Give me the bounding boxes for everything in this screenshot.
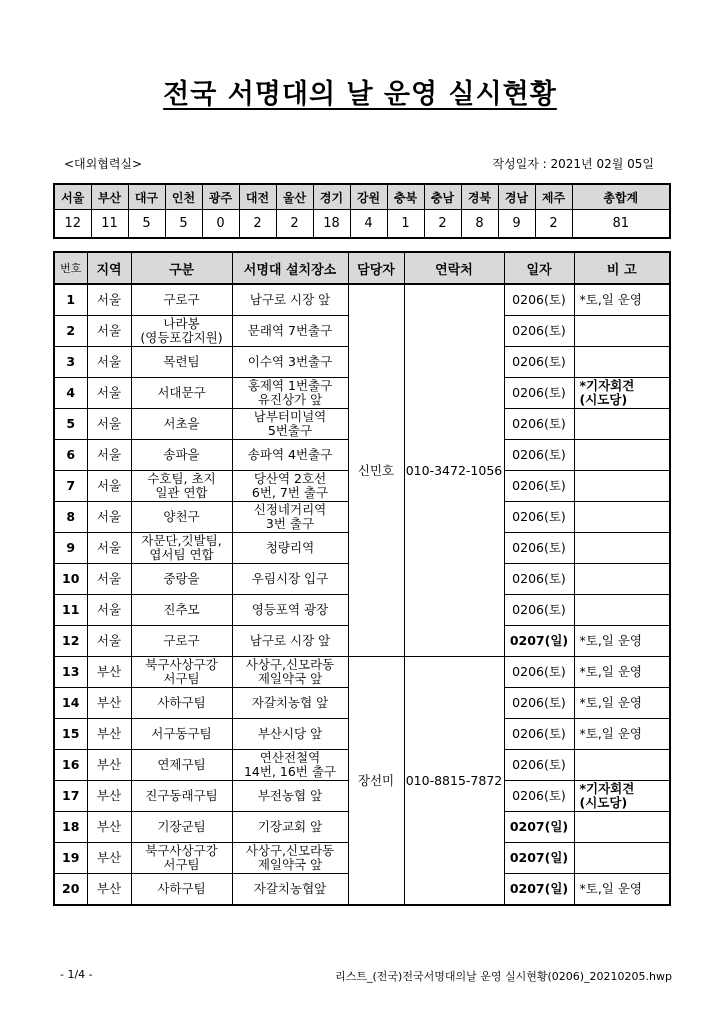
summary-header-row xyxy=(54,184,670,210)
row-location: 문래역 7번출구 xyxy=(232,316,348,347)
row-location: 우림시장 입구 xyxy=(232,564,348,595)
row-category: 사하구팀 xyxy=(131,874,232,906)
row-location: 자갈치농협앞 xyxy=(232,874,348,906)
row-region: 부산 xyxy=(87,812,131,843)
row-region: 부산 xyxy=(87,688,131,719)
summary-region-count: 2 xyxy=(535,210,572,239)
summary-region-header: 경북 xyxy=(461,184,498,210)
row-number: 4 xyxy=(54,378,87,409)
row-note: *토,일 운영 xyxy=(574,874,670,906)
row-region: 서울 xyxy=(87,440,131,471)
region-summary-table xyxy=(53,183,671,239)
row-category: 목련팀 xyxy=(131,347,232,378)
table-header-row xyxy=(54,252,670,284)
row-location: 남구로 시장 앞 xyxy=(232,626,348,657)
column-header: 번호 xyxy=(54,252,87,284)
row-note xyxy=(574,533,670,564)
row-category: 연제구팀 xyxy=(131,750,232,781)
summary-region-header: 광주 xyxy=(202,184,239,210)
summary-region-header: 강원 xyxy=(350,184,387,210)
summary-region-count: 12 xyxy=(54,210,91,239)
row-location: 연산전철역 14번, 16번 출구 xyxy=(232,750,348,781)
summary-region-header: 경남 xyxy=(498,184,535,210)
summary-region-header: 경기 xyxy=(313,184,350,210)
row-region: 부산 xyxy=(87,719,131,750)
row-date: 0206(토) xyxy=(504,688,574,719)
row-location: 당산역 2호선 6번, 7번 출구 xyxy=(232,471,348,502)
summary-region-count: 1 xyxy=(387,210,424,239)
row-region: 서울 xyxy=(87,533,131,564)
row-date: 0207(일) xyxy=(504,812,574,843)
summary-region-header: 대구 xyxy=(128,184,165,210)
row-region: 부산 xyxy=(87,781,131,812)
row-note: *기자회견 (시도당) xyxy=(574,378,670,409)
row-location: 홍제역 1번출구 유진상가 앞 xyxy=(232,378,348,409)
row-note xyxy=(574,750,670,781)
row-number: 3 xyxy=(54,347,87,378)
row-date: 0207(일) xyxy=(504,626,574,657)
summary-region-header: 충북 xyxy=(387,184,424,210)
column-header: 연락처 xyxy=(404,252,504,284)
document-title: 전국 서명대의 날 운영 실시현황 xyxy=(163,79,557,110)
document-title-wrapper xyxy=(0,72,720,111)
row-number: 9 xyxy=(54,533,87,564)
row-number: 12 xyxy=(54,626,87,657)
row-date: 0206(토) xyxy=(504,533,574,564)
row-date: 0206(토) xyxy=(504,440,574,471)
row-note: *기자회견 (시도당) xyxy=(574,781,670,812)
summary-region-header: 서울 xyxy=(54,184,91,210)
row-date: 0207(일) xyxy=(504,874,574,906)
row-note xyxy=(574,502,670,533)
row-number: 20 xyxy=(54,874,87,906)
row-category: 나라봉 (영등포갑지원) xyxy=(131,316,232,347)
row-location: 부전농협 앞 xyxy=(232,781,348,812)
summary-region-count: 8 xyxy=(461,210,498,239)
row-region: 부산 xyxy=(87,657,131,688)
row-location: 신정네거리역 3번 출구 xyxy=(232,502,348,533)
row-note xyxy=(574,564,670,595)
row-region: 서울 xyxy=(87,409,131,440)
row-region: 부산 xyxy=(87,843,131,874)
row-number: 13 xyxy=(54,657,87,688)
summary-region-header: 충남 xyxy=(424,184,461,210)
row-category: 중랑을 xyxy=(131,564,232,595)
row-category: 구로구 xyxy=(131,284,232,316)
row-date: 0206(토) xyxy=(504,316,574,347)
row-note xyxy=(574,843,670,874)
column-header: 서명대 설치장소 xyxy=(232,252,348,284)
summary-region-header: 제주 xyxy=(535,184,572,210)
summary-region-count: 0 xyxy=(202,210,239,239)
row-number: 11 xyxy=(54,595,87,626)
column-header: 담당자 xyxy=(348,252,404,284)
row-number: 7 xyxy=(54,471,87,502)
row-date: 0206(토) xyxy=(504,471,574,502)
row-number: 16 xyxy=(54,750,87,781)
summary-region-header: 대전 xyxy=(239,184,276,210)
row-date: 0207(일) xyxy=(504,843,574,874)
row-note: *토,일 운영 xyxy=(574,719,670,750)
row-category: 수호팀, 초지 일관 연합 xyxy=(131,471,232,502)
row-number: 10 xyxy=(54,564,87,595)
manager-name: 장선미 xyxy=(348,657,404,906)
row-category: 기장군팀 xyxy=(131,812,232,843)
row-region: 부산 xyxy=(87,750,131,781)
file-name: 리스트_(전국)전국서명대의날 운영 실시현황(0206)_20210205.hwp xyxy=(335,970,672,983)
summary-region-header: 총합계 xyxy=(572,184,670,210)
manager-contact: 010-3472-1056 xyxy=(404,284,504,657)
row-number: 14 xyxy=(54,688,87,719)
row-note xyxy=(574,316,670,347)
signature-booth-table xyxy=(53,251,671,906)
row-location: 청량리역 xyxy=(232,533,348,564)
row-region: 서울 xyxy=(87,564,131,595)
manager-contact: 010-8815-7872 xyxy=(404,657,504,906)
row-region: 서울 xyxy=(87,284,131,316)
row-region: 서울 xyxy=(87,502,131,533)
row-category: 송파을 xyxy=(131,440,232,471)
column-header: 일자 xyxy=(504,252,574,284)
row-location: 남구로 시장 앞 xyxy=(232,284,348,316)
row-category: 양천구 xyxy=(131,502,232,533)
row-note xyxy=(574,471,670,502)
row-region: 서울 xyxy=(87,347,131,378)
summary-region-count: 18 xyxy=(313,210,350,239)
row-location: 기장교회 앞 xyxy=(232,812,348,843)
summary-region-count: 5 xyxy=(128,210,165,239)
summary-region-count: 2 xyxy=(424,210,461,239)
row-number: 15 xyxy=(54,719,87,750)
table-row xyxy=(54,284,670,316)
row-date: 0206(토) xyxy=(504,347,574,378)
row-note xyxy=(574,595,670,626)
row-category: 북구사상구강 서구팀 xyxy=(131,657,232,688)
row-note xyxy=(574,812,670,843)
column-header: 비 고 xyxy=(574,252,670,284)
row-number: 19 xyxy=(54,843,87,874)
summary-values-row xyxy=(54,210,670,239)
row-note: *토,일 운영 xyxy=(574,284,670,316)
row-date: 0206(토) xyxy=(504,657,574,688)
row-category: 북구사상구강 서구팀 xyxy=(131,843,232,874)
column-header: 지역 xyxy=(87,252,131,284)
row-category: 진추모 xyxy=(131,595,232,626)
row-location: 영등포역 광장 xyxy=(232,595,348,626)
row-date: 0206(토) xyxy=(504,378,574,409)
row-number: 8 xyxy=(54,502,87,533)
row-number: 6 xyxy=(54,440,87,471)
row-date: 0206(토) xyxy=(504,284,574,316)
row-location: 사상구,신모라동 제일약국 앞 xyxy=(232,657,348,688)
row-number: 2 xyxy=(54,316,87,347)
summary-region-count: 2 xyxy=(276,210,313,239)
row-location: 자갈치농협 앞 xyxy=(232,688,348,719)
row-date: 0206(토) xyxy=(504,502,574,533)
department-label: <대외협력실> xyxy=(64,157,143,171)
manager-name: 신민호 xyxy=(348,284,404,657)
table-row xyxy=(54,657,670,688)
summary-region-header: 울산 xyxy=(276,184,313,210)
summary-region-count: 81 xyxy=(572,210,670,239)
row-region: 서울 xyxy=(87,378,131,409)
summary-region-count: 9 xyxy=(498,210,535,239)
row-region: 서울 xyxy=(87,626,131,657)
row-location: 부산시당 앞 xyxy=(232,719,348,750)
summary-region-count: 2 xyxy=(239,210,276,239)
row-number: 5 xyxy=(54,409,87,440)
row-number: 17 xyxy=(54,781,87,812)
summary-region-header: 인천 xyxy=(165,184,202,210)
row-location: 남부터미널역 5번출구 xyxy=(232,409,348,440)
row-date: 0206(토) xyxy=(504,719,574,750)
summary-region-header: 부산 xyxy=(91,184,128,210)
row-date: 0206(토) xyxy=(504,750,574,781)
row-note: *토,일 운영 xyxy=(574,657,670,688)
column-header: 구분 xyxy=(131,252,232,284)
row-number: 18 xyxy=(54,812,87,843)
row-location: 이수역 3번출구 xyxy=(232,347,348,378)
row-category: 사하구팀 xyxy=(131,688,232,719)
row-date: 0206(토) xyxy=(504,409,574,440)
row-location: 사상구,신모라동 제일약국 앞 xyxy=(232,843,348,874)
row-category: 서대문구 xyxy=(131,378,232,409)
row-date: 0206(토) xyxy=(504,564,574,595)
row-category: 자문단,깃발팀, 엽서팀 연합 xyxy=(131,533,232,564)
row-category: 구로구 xyxy=(131,626,232,657)
row-date: 0206(토) xyxy=(504,595,574,626)
row-region: 서울 xyxy=(87,471,131,502)
row-number: 1 xyxy=(54,284,87,316)
row-note: *토,일 운영 xyxy=(574,626,670,657)
created-date: 작성일자 : 2021년 02월 05일 xyxy=(492,157,654,171)
row-region: 서울 xyxy=(87,316,131,347)
summary-region-count: 4 xyxy=(350,210,387,239)
row-note xyxy=(574,440,670,471)
row-note xyxy=(574,347,670,378)
row-category: 서초을 xyxy=(131,409,232,440)
row-category: 서구동구팀 xyxy=(131,719,232,750)
row-region: 부산 xyxy=(87,874,131,906)
page-number: - 1/4 - xyxy=(60,968,93,981)
row-date: 0206(토) xyxy=(504,781,574,812)
row-category: 진구동래구팀 xyxy=(131,781,232,812)
row-location: 송파역 4번출구 xyxy=(232,440,348,471)
summary-region-count: 11 xyxy=(91,210,128,239)
row-note xyxy=(574,409,670,440)
row-region: 서울 xyxy=(87,595,131,626)
row-note: *토,일 운영 xyxy=(574,688,670,719)
summary-region-count: 5 xyxy=(165,210,202,239)
